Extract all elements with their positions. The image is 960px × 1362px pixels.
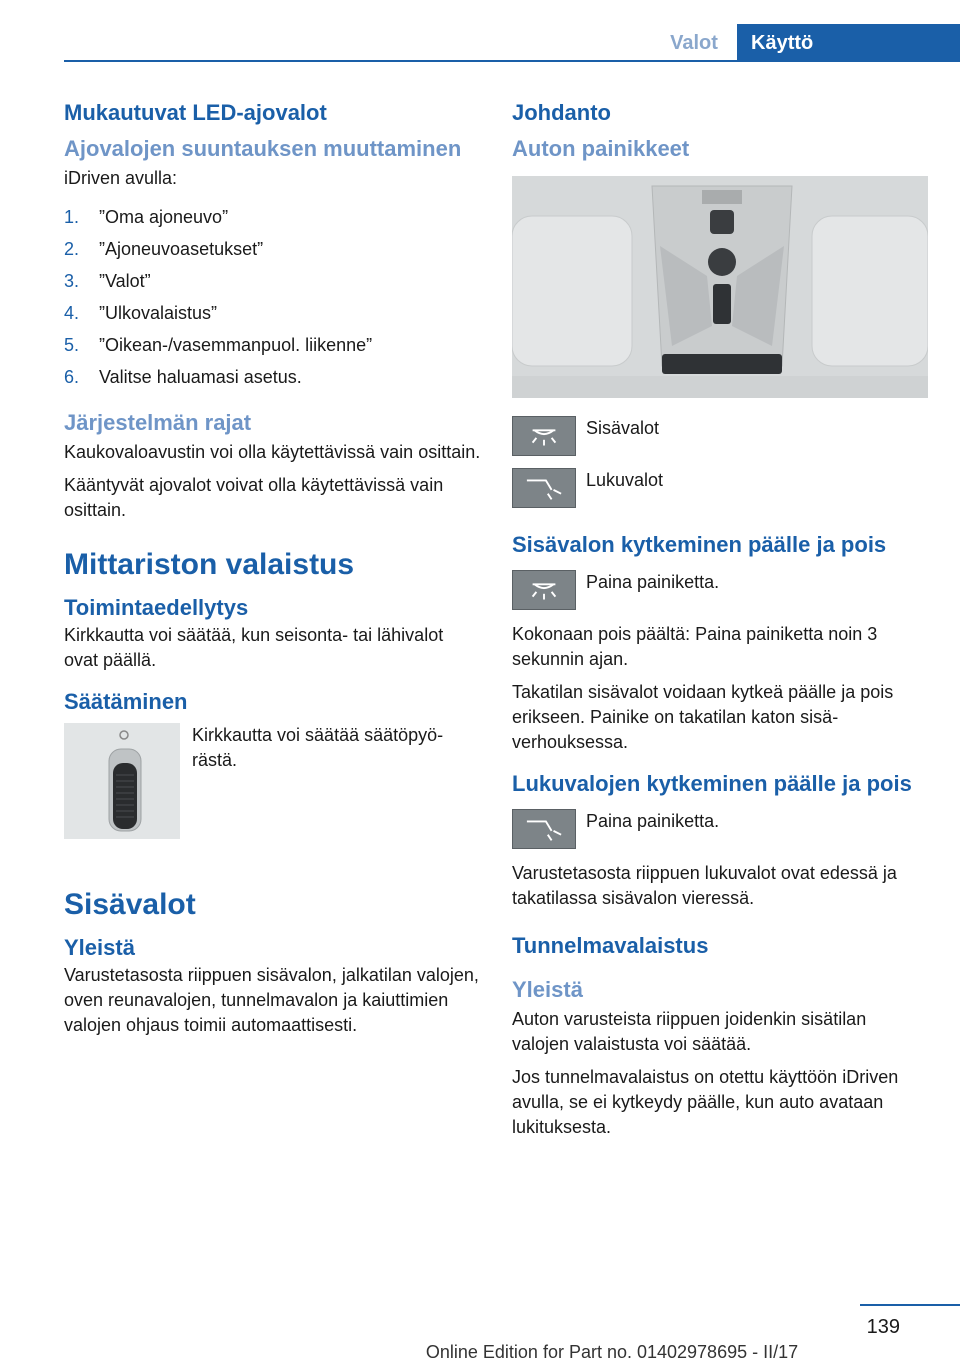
heading-saataminen: Säätäminen bbox=[64, 689, 188, 714]
heading-yleista: Yleistä bbox=[64, 935, 135, 960]
list-item bbox=[64, 237, 482, 262]
heading-yleista-2: Yleistä bbox=[512, 977, 583, 1002]
lukuvalo-press-row bbox=[512, 809, 928, 849]
list-text: ”Oma ajoneuvo” bbox=[99, 207, 229, 227]
heading-sisavalot: Sisävalot bbox=[64, 888, 196, 921]
list-text: ”Oikean-/vasemmanpuol. liikenne” bbox=[99, 335, 373, 355]
label-sisavalot: Sisävalot bbox=[586, 418, 660, 438]
edition-line: Online Edition for Part no. 01402978695 - II/17 bbox=[425, 1342, 799, 1362]
heading-mittaristo: Mittariston valaistus bbox=[64, 548, 355, 581]
rajat-p1: Kaukovaloavustin voi olla käytettävissä vain osittain. bbox=[64, 442, 481, 462]
reading-light-icon bbox=[512, 809, 576, 849]
heading-toimintaedellytys: Toimintaedellytys bbox=[64, 595, 249, 620]
list-number: 6. bbox=[64, 367, 80, 387]
lukuvalot-text: Varustetasosta riippuen lukuvalot ovat edessä ja takatilassa sisävalon vieressä. bbox=[512, 863, 897, 908]
steps-list bbox=[64, 205, 482, 390]
toiminta-text: Kirkkautta voi säätää, kun seisonta- tai lähivalot ovat päällä. bbox=[64, 625, 444, 670]
list-item bbox=[64, 301, 482, 326]
idrive-intro: iDriven avulla: bbox=[64, 168, 178, 188]
list-item bbox=[64, 269, 482, 294]
yleista-text: Varustetasosta riippuen sisävalon, jalkatilan valojen, oven reunavalojen, tunnelmavalon ja kaiuttimien valojen ohjaus toimii automaattisesti. bbox=[64, 965, 479, 1035]
list-number: 1. bbox=[64, 207, 80, 227]
saataminen-figure-row bbox=[64, 723, 482, 839]
tab-valot[interactable]: Valot bbox=[670, 32, 718, 54]
sisavalot-row bbox=[512, 416, 928, 456]
takatila-text: Takatilan sisävalot voidaan kytkeä päälle ja pois erikseen. Painike on takatilan katon sisäverhouksessa. bbox=[512, 682, 894, 752]
heading-tunnelmavalaistus: Tunnelmavalaistus bbox=[512, 933, 709, 958]
list-text: ”Ulkovalaistus” bbox=[99, 303, 218, 323]
reading-light-icon bbox=[512, 468, 576, 508]
heading-suuntaus: Ajovalojen suuntauksen muuttaminen bbox=[64, 136, 462, 161]
tunnelma-p1: Auton varusteista riippuen joidenkin sisätilan valojen valaistusta voi säätää. bbox=[512, 1009, 867, 1054]
footer-rule bbox=[860, 1304, 960, 1306]
roof-console-image bbox=[512, 176, 928, 398]
saataminen-text: Kirkkautta voi säätää säätöpyörästä. bbox=[192, 725, 444, 770]
heading-johdanto: Johdanto bbox=[512, 100, 611, 125]
interior-light-icon bbox=[512, 416, 576, 456]
tab-kaytto[interactable]: Käyttö bbox=[737, 24, 960, 62]
paina-text-2: Paina painiketta. bbox=[586, 811, 720, 831]
list-number: 4. bbox=[64, 303, 80, 323]
label-lukuvalot: Lukuvalot bbox=[586, 470, 664, 490]
heading-lukuvalon-kytkeminen: Lukuvalojen kytkeminen päälle ja pois bbox=[512, 771, 912, 796]
rajat-p2: Kääntyvät ajovalot voivat olla käytettävissä vain osittain. bbox=[64, 475, 444, 520]
kokonaan-text: Kokonaan pois päältä: Paina painiketta noin 3 sekunnin ajan. bbox=[512, 624, 878, 669]
list-number: 5. bbox=[64, 335, 80, 355]
list-item bbox=[64, 333, 482, 358]
list-text: ”Ajoneuvoasetukset” bbox=[99, 239, 264, 259]
sisavalo-press-row bbox=[512, 570, 928, 610]
list-item bbox=[64, 365, 482, 390]
page-number: 139 bbox=[866, 1316, 900, 1338]
right-column bbox=[512, 98, 928, 1148]
heading-auton-painikkeet: Auton painikkeet bbox=[512, 136, 690, 161]
paina-text-1: Paina painiketta. bbox=[586, 572, 720, 592]
left-column bbox=[64, 98, 482, 1046]
list-text: ”Valot” bbox=[99, 271, 151, 291]
heading-sisavalon-kytkeminen: Sisävalon kytkeminen päälle ja pois bbox=[512, 532, 887, 557]
list-text: Valitse haluamasi asetus. bbox=[99, 367, 302, 387]
list-number: 3. bbox=[64, 271, 80, 291]
tunnelma-p2: Jos tunnelmavalaistus on otettu käyttöön iDriven avulla, se ei kytkeydy päälle, kun auto avataan lukituksesta. bbox=[512, 1067, 899, 1137]
header-rule bbox=[64, 60, 960, 62]
heading-rajat: Järjestelmän rajat bbox=[64, 410, 252, 435]
brightness-wheel-icon bbox=[64, 723, 180, 839]
list-number: 2. bbox=[64, 239, 80, 259]
interior-light-icon bbox=[512, 570, 576, 610]
list-item bbox=[64, 205, 482, 230]
lukuvalot-row bbox=[512, 468, 928, 508]
heading-led: Mukautuvat LED-ajovalot bbox=[64, 100, 327, 125]
